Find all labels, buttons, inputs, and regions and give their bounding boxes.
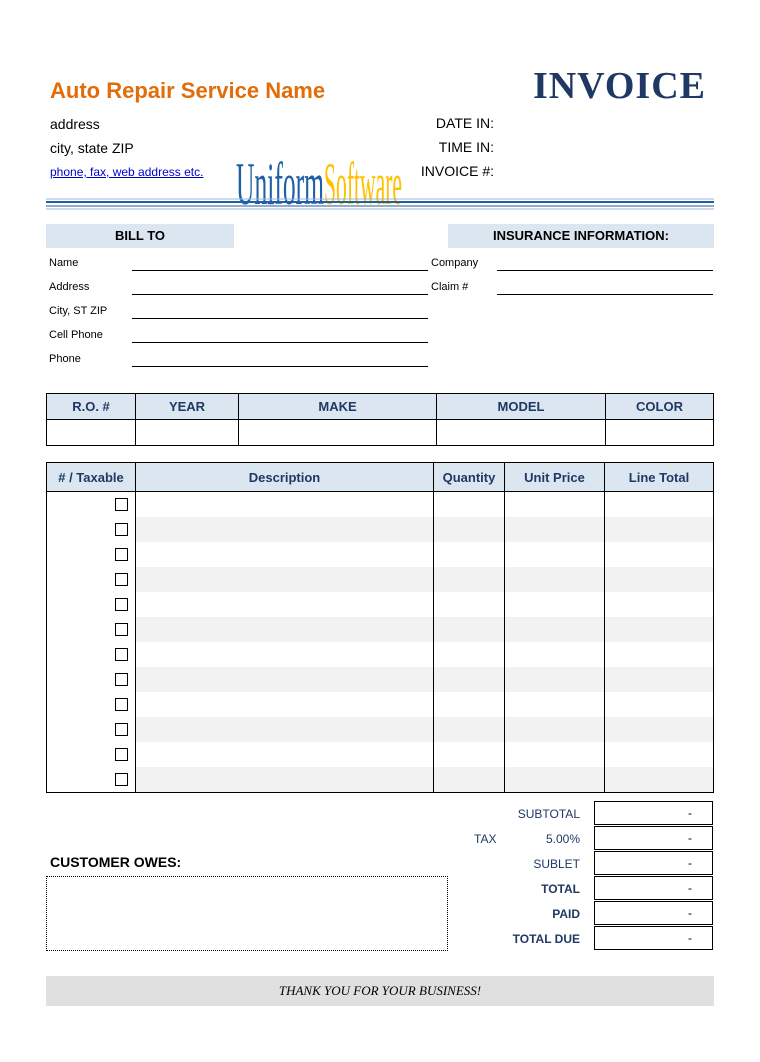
description-cell[interactable] [136, 667, 434, 692]
sublet-label: SUBLET [533, 857, 580, 871]
line-items-table [46, 462, 714, 793]
description-cell[interactable] [136, 542, 434, 567]
paid-value[interactable]: - [594, 901, 713, 925]
bill-to-phone-label: Phone [49, 353, 81, 365]
description-cell[interactable] [136, 692, 434, 717]
taxable-checkbox[interactable] [115, 598, 128, 611]
line-total-cell[interactable] [605, 742, 714, 767]
quantity-cell[interactable] [434, 517, 505, 542]
bill-to-name-label: Name [49, 257, 79, 269]
insurance-heading: INSURANCE INFORMATION: [448, 224, 714, 248]
taxable-cell [47, 692, 136, 717]
col-header-ro: R.O. # [47, 394, 136, 420]
unit-price-cell[interactable] [505, 592, 605, 617]
paid-label: PAID [552, 907, 580, 921]
bill-to-address-label: Address [49, 281, 90, 293]
description-cell[interactable] [136, 767, 434, 793]
table-row [47, 592, 714, 617]
quantity-cell[interactable] [434, 717, 505, 742]
unit-price-cell[interactable] [505, 567, 605, 592]
table-row [47, 717, 714, 742]
make-cell[interactable] [239, 420, 437, 446]
line-total-cell[interactable] [605, 767, 714, 793]
company-city-state-zip: city, state ZIP [50, 140, 134, 156]
invoice-number-label: INVOICE #: [420, 163, 494, 179]
tax-label: TAX [474, 832, 497, 846]
taxable-cell [47, 642, 136, 667]
quantity-cell[interactable] [434, 567, 505, 592]
taxable-checkbox[interactable] [115, 723, 128, 736]
line-total-cell[interactable] [605, 592, 714, 617]
description-cell[interactable] [136, 592, 434, 617]
table-row [47, 692, 714, 717]
tax-value: - [594, 826, 713, 850]
total-label: TOTAL [541, 882, 580, 896]
vehicle-table [46, 393, 714, 446]
col-header-year: YEAR [136, 394, 239, 420]
bill-to-cell-label: Cell Phone [49, 329, 103, 341]
unit-price-cell[interactable] [505, 667, 605, 692]
quantity-cell[interactable] [434, 692, 505, 717]
quantity-cell[interactable] [434, 642, 505, 667]
quantity-cell[interactable] [434, 767, 505, 793]
taxable-checkbox[interactable] [115, 623, 128, 636]
col-header-model: MODEL [437, 394, 606, 420]
line-total-cell[interactable] [605, 542, 714, 567]
line-total-cell[interactable] [605, 642, 714, 667]
quantity-cell[interactable] [434, 592, 505, 617]
table-row [47, 617, 714, 642]
line-total-cell[interactable] [605, 492, 714, 518]
description-cell[interactable] [136, 742, 434, 767]
quantity-cell[interactable] [434, 667, 505, 692]
insurance-claim-label: Claim # [431, 281, 469, 293]
description-cell[interactable] [136, 717, 434, 742]
col-header-unit-price: Unit Price [505, 463, 605, 492]
color-cell[interactable] [606, 420, 714, 446]
taxable-cell [47, 742, 136, 767]
table-row [47, 767, 714, 793]
table-row [47, 642, 714, 667]
col-header-color: COLOR [606, 394, 714, 420]
unit-price-cell[interactable] [505, 492, 605, 518]
total-due-label: TOTAL DUE [512, 932, 580, 946]
line-total-cell[interactable] [605, 692, 714, 717]
col-header-description: Description [136, 463, 434, 492]
taxable-cell [47, 492, 136, 518]
description-cell[interactable] [136, 617, 434, 642]
taxable-cell [47, 617, 136, 642]
bill-to-city-field[interactable] [132, 318, 428, 319]
table-row [47, 492, 714, 518]
header-divider [46, 198, 714, 210]
col-header-line-total: Line Total [605, 463, 714, 492]
tax-rate[interactable]: 5.00% [545, 832, 580, 846]
table-row [47, 742, 714, 767]
unit-price-cell[interactable] [505, 692, 605, 717]
taxable-checkbox[interactable] [115, 698, 128, 711]
quantity-cell[interactable] [434, 492, 505, 518]
table-row [47, 567, 714, 592]
line-total-cell[interactable] [605, 667, 714, 692]
company-name: Auto Repair Service Name [50, 78, 326, 103]
taxable-checkbox[interactable] [115, 773, 128, 786]
svg-text:Uniform: Uniform [236, 152, 325, 218]
taxable-checkbox[interactable] [115, 548, 128, 561]
year-cell[interactable] [136, 420, 239, 446]
ro-cell[interactable] [47, 420, 136, 446]
unit-price-cell[interactable] [505, 742, 605, 767]
unit-price-cell[interactable] [505, 542, 605, 567]
taxable-checkbox[interactable] [115, 523, 128, 536]
subtotal-label: SUBTOTAL [517, 807, 580, 821]
unit-price-cell[interactable] [505, 767, 605, 793]
unit-price-cell[interactable] [505, 617, 605, 642]
taxable-checkbox[interactable] [115, 648, 128, 661]
col-header-make: MAKE [239, 394, 437, 420]
taxable-cell [47, 592, 136, 617]
bill-to-name-field[interactable] [132, 270, 428, 271]
total-value: - [594, 876, 713, 900]
quantity-cell[interactable] [434, 742, 505, 767]
insurance-company-field[interactable] [497, 270, 713, 271]
line-total-cell[interactable] [605, 567, 714, 592]
taxable-checkbox[interactable] [115, 673, 128, 686]
line-total-cell[interactable] [605, 617, 714, 642]
insurance-company-label: Company [431, 257, 479, 269]
date-in-label: DATE IN: [435, 115, 494, 131]
line-total-cell[interactable] [605, 717, 714, 742]
unit-price-cell[interactable] [505, 517, 605, 542]
time-in-label: TIME IN: [438, 139, 494, 155]
taxable-cell [47, 517, 136, 542]
quantity-cell[interactable] [434, 617, 505, 642]
total-due-value: - [594, 926, 713, 950]
unit-price-cell[interactable] [505, 717, 605, 742]
bill-to-city-label: City, ST ZIP [49, 305, 108, 317]
customer-owes-label: CUSTOMER OWES: [50, 854, 182, 870]
description-cell[interactable] [136, 492, 434, 518]
description-cell[interactable] [136, 642, 434, 667]
insurance-claim-field[interactable] [497, 294, 713, 295]
taxable-cell [47, 567, 136, 592]
table-row [47, 542, 714, 567]
line-total-cell[interactable] [605, 517, 714, 542]
taxable-checkbox[interactable] [115, 573, 128, 586]
invoice-title: INVOICE [532, 65, 706, 107]
taxable-cell [47, 717, 136, 742]
col-header-taxable: # / Taxable [47, 463, 136, 492]
taxable-checkbox[interactable] [115, 748, 128, 761]
description-cell[interactable] [136, 567, 434, 592]
unit-price-cell[interactable] [505, 642, 605, 667]
footer-thank-you: THANK YOU FOR YOUR BUSINESS! [46, 976, 714, 1006]
company-address: address [50, 116, 100, 132]
table-row [47, 517, 714, 542]
taxable-checkbox[interactable] [115, 498, 128, 511]
col-header-quantity: Quantity [434, 463, 505, 492]
company-contact-link[interactable]: phone, fax, web address etc. [50, 165, 204, 179]
customer-owes-box[interactable] [46, 876, 448, 951]
table-row [47, 667, 714, 692]
subtotal-value: - [594, 801, 713, 825]
taxable-cell [47, 542, 136, 567]
taxable-cell [47, 667, 136, 692]
bill-to-address-field[interactable] [132, 294, 428, 295]
bill-to-heading: BILL TO [46, 224, 234, 248]
taxable-cell [47, 767, 136, 793]
description-cell[interactable] [136, 517, 434, 542]
model-cell[interactable] [437, 420, 606, 446]
sublet-value[interactable]: - [594, 851, 713, 875]
bill-to-phone-field[interactable] [132, 366, 428, 367]
svg-text:Software: Software [324, 152, 402, 218]
bill-to-cell-field[interactable] [132, 342, 428, 343]
quantity-cell[interactable] [434, 542, 505, 567]
